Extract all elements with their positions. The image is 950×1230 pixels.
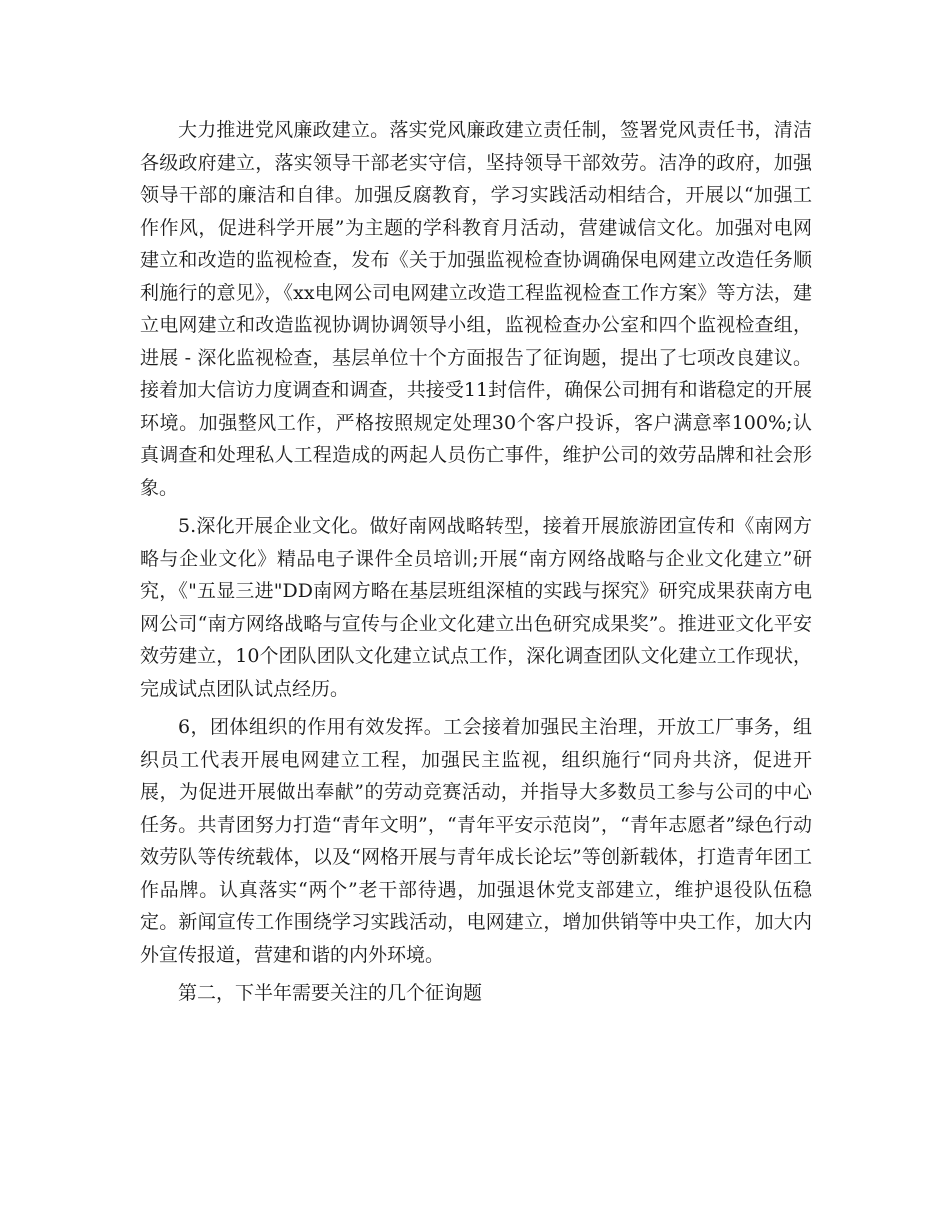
paragraph-party-integrity: 大力推进党风廉政建立。落实党风廉政建立责任制，签署党风责任书，清洁各级政府建立，落实领导干部老实守信，坚持领导干部效劳。洁净的政府，加强领导干部的廉洁和自律。加强反腐教育，学习实践活动相结合，开展以“加强工作作风，促进科学开展”为主题的学科教育月活动，营建诚信文化。加强对电网建立和改造的监视检查，发布《关于加强监视检查协调确保电网建立改造任务顺利施行的意见》，《xx电网公司电网建立改造工程监视检查工作方案》等方法，建立电网建立和改造监视协调协调领导小组，监视检查办公室和四个监视检查组，进展 - 深化监视检查，基层单位十个方面报告了征询题，提出了七项改良建议。接着加大信访力度调查和调查，共接受11封信件，确保公司拥有和谐稳定的开展环境。加强整风工作，严格按照规定处理30个客户投诉，客户满意率100%;认真调查和处理私人工程造成的两起人员伤亡事件，维护公司的效劳品牌和社会形象。	[140, 119, 812, 499]
paragraph-corporate-culture: 5.深化开展企业文化。做好南网战略转型，接着开展旅游团宣传和《南网方略与企业文化》精品电子课件全员培训;开展“南方网络战略与企业文化建立”研究，《"五显三进"DD南网方略在基层班组深植的实践与探究》研究成果获南方电网公司“南方网络战略与宣传与企业文化建立出色研究成果奖”。推进亚文化平安效劳建立，10个团队团队文化建立试点工作，深化调查团队文化建立工作现状，完成试点团队试点经历。	[140, 515, 812, 700]
paragraph-group-organizations: 6，团体组织的作用有效发挥。工会接着加强民主治理，开放工厂事务，组织员工代表开展电网建立工程，加强民主监视，组织施行“同舟共济，促进开展，为促进开展做出奉献”的劳动竞赛活动，并指导大多数员工参与公司的中心任务。共青团努力打造“青年文明”，“青年平安示范岗”，“青年志愿者”绿色行动效劳队等传统载体，以及“网格开展与青年成长论坛”等创新载体，打造青年团工作品牌。认真落实“两个”老干部待遇，加强退休党支部建立，维护退役队伍稳定。新闻宣传工作围绕学习实践活动，电网建立，增加供销等中央工作，加大内外宣传报道，营建和谐的内外环境。	[140, 716, 812, 966]
paragraph-second-half-issues: 第二，下半年需要关注的几个征询题	[178, 982, 483, 1004]
document-body	[140, 114, 812, 1016]
